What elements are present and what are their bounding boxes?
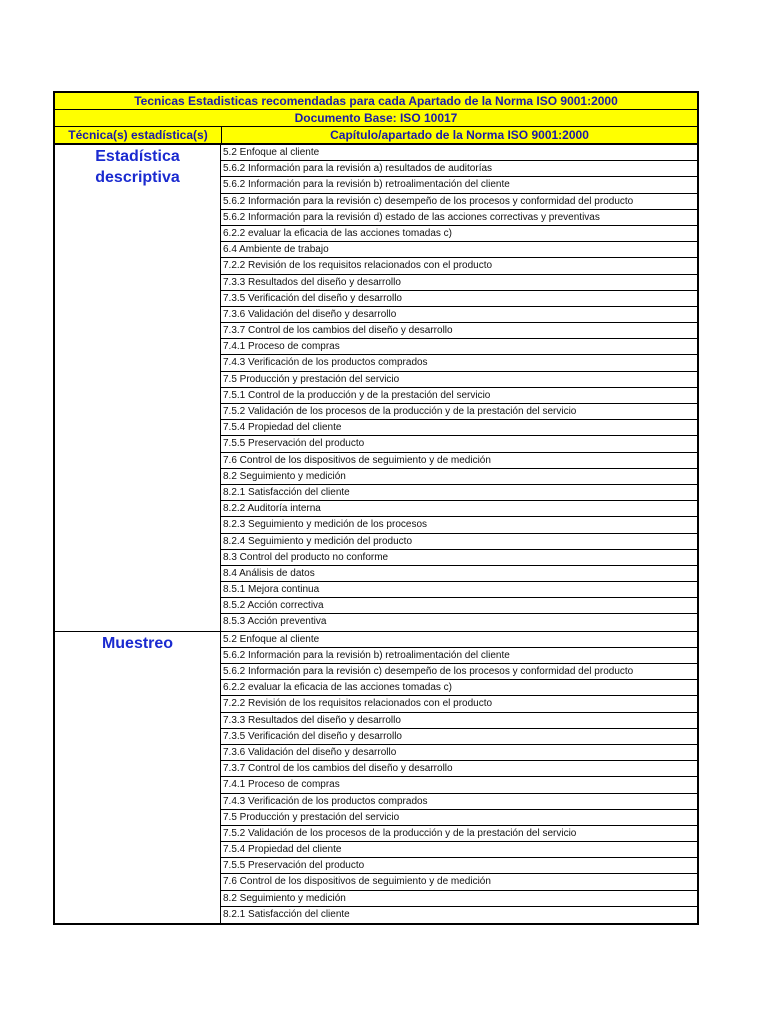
table-row: 7.5 Producción y prestación del servicio [221, 372, 697, 388]
spreadsheet-table [53, 91, 699, 925]
table-row: 7.5.5 Preservación del producto [221, 436, 697, 452]
table-row: 5.2 Enfoque al cliente [221, 632, 697, 648]
technique-cell: Muestreo [55, 632, 221, 923]
table-row: 7.3.7 Control de los cambios del diseño y desarrollo [221, 761, 697, 777]
column-header-chapter: Capítulo/apartado de la Norma ISO 9001:2000 [330, 128, 589, 142]
table-row: 5.6.2 Información para la revisión c) desempeño de los procesos y conformidad del producto [221, 664, 697, 680]
table-row: 8.3 Control del producto no conforme [221, 550, 697, 566]
table-row: 7.4.3 Verificación de los productos comprados [221, 355, 697, 371]
table-row: 7.5.4 Propiedad del cliente [221, 842, 697, 858]
table-row: 7.5.2 Validación de los procesos de la producción y de la prestación del servicio [221, 404, 697, 420]
table-row: 7.4.3 Verificación de los productos comprados [221, 794, 697, 810]
table-row: 7.3.6 Validación del diseño y desarrollo [221, 307, 697, 323]
table-row: 7.5.2 Validación de los procesos de la producción y de la prestación del servicio [221, 826, 697, 842]
table-title: Tecnicas Estadisticas recomendadas para cada Apartado de la Norma ISO 9001:2000 [55, 93, 697, 110]
table-row: 7.2.2 Revisión de los requisitos relacionados con el producto [221, 258, 697, 274]
table-row: 7.3.5 Verificación del diseño y desarrollo [221, 729, 697, 745]
section-muestreo [55, 631, 697, 923]
table-row: 8.2.1 Satisfacción del cliente [223, 908, 350, 920]
table-row: 8.5.2 Acción correctiva [221, 598, 697, 614]
table-row: 7.4.1 Proceso de compras [221, 777, 697, 793]
technique-cell: Estadística descriptiva [55, 145, 221, 631]
table-row: 8.5.3 Acción preventiva [223, 616, 327, 628]
column-header-technique: Técnica(s) estadística(s) [55, 127, 222, 143]
table-row: 8.2 Seguimiento y medición [221, 891, 697, 907]
table-row: 6.2.2 evaluar la eficacia de las acciones tomadas c) [221, 226, 697, 242]
chapter-list [221, 632, 697, 923]
table-row: 8.2.2 Auditoría interna [221, 501, 697, 517]
table-row: 7.3.3 Resultados del diseño y desarrollo [221, 275, 697, 291]
table-row: 8.2 Seguimiento y medición [221, 469, 697, 485]
table-row: 8.2.4 Seguimiento y medición del producto [221, 534, 697, 550]
table-row: 7.3.5 Verificación del diseño y desarrollo [221, 291, 697, 307]
chapter-list [221, 145, 697, 631]
table-row: 7.2.2 Revisión de los requisitos relacionados con el producto [221, 696, 697, 712]
table-row: 7.5.5 Preservación del producto [221, 858, 697, 874]
table-row: 5.6.2 Información para la revisión d) estado de las acciones correctivas y preventivas [221, 210, 697, 226]
table-row: 7.6 Control de los dispositivos de seguimiento y de medición [221, 453, 697, 469]
base-document-label: Documento Base: ISO 10017 [55, 110, 697, 127]
table-row: 7.6 Control de los dispositivos de seguimiento y de medición [221, 874, 697, 890]
table-row: 7.5 Producción y prestación del servicio [221, 810, 697, 826]
table-row: 7.3.3 Resultados del diseño y desarrollo [221, 713, 697, 729]
table-row: 5.6.2 Información para la revisión b) retroalimentación del cliente [221, 648, 697, 664]
table-row: 7.5.1 Control de la producción y de la prestación del servicio [221, 388, 697, 404]
table-row: 7.4.1 Proceso de compras [221, 339, 697, 355]
table-row: 8.2.3 Seguimiento y medición de los procesos [221, 517, 697, 533]
table-row: 7.3.7 Control de los cambios del diseño y desarrollo [221, 323, 697, 339]
table-row: 8.4 Análisis de datos [221, 566, 697, 582]
table-row: 5.6.2 Información para la revisión a) resultados de auditorías [221, 161, 697, 177]
table-row: 8.5.1 Mejora continua [221, 582, 697, 598]
table-row: 8.2.1 Satisfacción del cliente [221, 485, 697, 501]
table-row: 7.3.6 Validación del diseño y desarrollo [221, 745, 697, 761]
section-estadistica-descriptiva [55, 145, 697, 631]
column-header-row [55, 127, 697, 145]
table-row: 6.4 Ambiente de trabajo [221, 242, 697, 258]
table-row: 7.5.4 Propiedad del cliente [221, 420, 697, 436]
table-row: 6.2.2 evaluar la eficacia de las acciones tomadas c) [221, 680, 697, 696]
table-row: 5.6.2 Información para la revisión b) retroalimentación del cliente [221, 177, 697, 193]
table-row: 5.2 Enfoque al cliente [221, 145, 697, 161]
table-row: 5.6.2 Información para la revisión c) desempeño de los procesos y conformidad del producto [221, 194, 697, 210]
